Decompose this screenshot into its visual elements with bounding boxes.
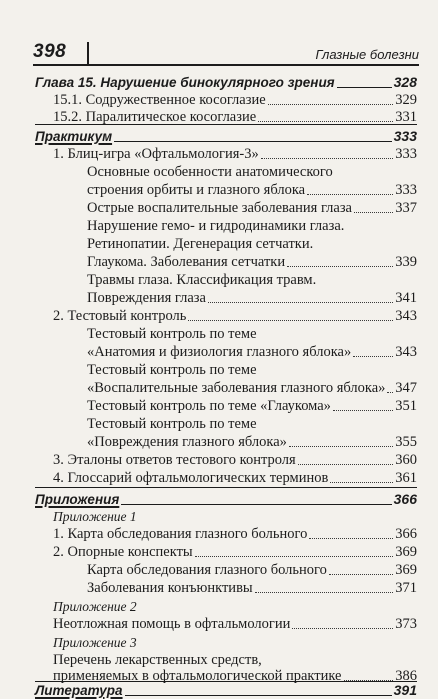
toc-leader	[330, 482, 393, 483]
toc-entry-text: Неотложная помощь в офтальмологии	[53, 616, 291, 632]
toc-entry-page: 366	[395, 526, 417, 542]
toc-entry-text: Тестовый контроль по теме	[87, 416, 257, 432]
toc-entry-line	[35, 233, 417, 253]
toc-leader	[255, 592, 394, 593]
toc-leader	[289, 446, 393, 447]
toc-entry[interactable]	[35, 559, 417, 579]
toc-entry-page: 333	[395, 146, 417, 162]
toc-entry-page: 369	[395, 544, 417, 560]
toc-entry-chapter-15[interactable]	[35, 71, 417, 91]
toc-entry-page: 386	[395, 668, 417, 684]
toc-entry[interactable]	[35, 541, 417, 561]
toc-entry-page: 329	[395, 92, 417, 108]
toc-entry-page: 360	[395, 452, 417, 468]
toc-leader	[287, 266, 393, 267]
toc-leader	[258, 121, 393, 122]
toc-entry-text: Нарушение гемо- и гидродинамики глаза.	[87, 218, 345, 234]
toc-leader	[188, 320, 393, 321]
toc-leader	[114, 141, 392, 142]
toc-entry-page: 361	[395, 470, 417, 486]
toc-entry[interactable]	[35, 106, 417, 126]
toc-entry-page: 371	[395, 580, 417, 596]
toc-entry-text: Перечень лекарственных средств,	[53, 652, 262, 668]
toc-entry-text: Заболевания конъюнктивы	[87, 580, 253, 596]
toc-entry-text: «Повреждения глазного яблока»	[87, 434, 287, 450]
toc-leader	[387, 392, 393, 393]
toc-entry-text: Карта обследования глазного больного	[87, 562, 327, 578]
toc-entry-text: Тестовый контроль по теме «Глаукома»	[87, 398, 331, 414]
toc-entry-text: 4. Глоссарий офтальмологических терминов	[53, 470, 329, 486]
toc-entry-text: 1. Карта обследования глазного больного	[53, 526, 308, 542]
toc-entry-text: Травмы глаза. Классификация травм.	[87, 272, 317, 288]
toc-entry[interactable]	[35, 577, 417, 597]
toc-entry-text: 15.2. Паралитическое косоглазие	[53, 109, 257, 125]
toc-entry-page: 333	[393, 128, 417, 144]
toc-entry-text: Глава 15. Нарушение бинокулярного зрения	[35, 75, 335, 90]
toc-entry-text: Ретинопатии. Дегенерация сетчатки.	[87, 236, 314, 252]
toc-leader	[307, 194, 393, 195]
toc-entry-text: строения орбиты и глазного яблока	[87, 182, 306, 198]
toc-leader	[261, 158, 394, 159]
toc-entry-text: Приложение 3	[53, 635, 137, 650]
toc-entry-text: Приложение 2	[53, 599, 137, 614]
toc-entry[interactable]	[35, 431, 417, 451]
toc-subheading	[35, 595, 417, 615]
header-divider	[87, 42, 89, 64]
toc-entry-page: 366	[393, 491, 417, 507]
toc-entry-text: Литература	[35, 683, 123, 698]
toc-leader	[195, 556, 394, 557]
toc-entry-text: 2. Тестовый контроль	[53, 308, 187, 324]
toc-leader	[337, 87, 392, 88]
toc-entry-page: 343	[395, 344, 417, 360]
toc-entry-page: 331	[395, 109, 417, 125]
toc-leader	[292, 628, 393, 629]
toc-entry-text: 1. Блиц-игра «Офтальмология-3»	[53, 146, 259, 162]
toc-entry-page: 343	[395, 308, 417, 324]
toc-entry[interactable]	[35, 341, 417, 361]
toc-entry-text: Глаукома. Заболевания сетчатки	[87, 254, 286, 270]
toc-entry[interactable]	[35, 197, 417, 217]
toc-entry[interactable]	[35, 613, 417, 633]
toc-entry-page: 333	[395, 182, 417, 198]
toc-entry-text: Основные особенности анатомического	[87, 164, 333, 180]
toc-entry[interactable]	[35, 179, 417, 199]
toc-leader	[298, 464, 394, 465]
toc-entry-page: 391	[393, 682, 417, 698]
toc-entry[interactable]	[35, 467, 417, 487]
toc-entry-text: 3. Эталоны ответов тестового контроля	[53, 452, 296, 468]
toc-entry-text: Тестовый контроль по теме	[87, 362, 257, 378]
toc-entry-line	[35, 269, 417, 289]
running-header	[33, 42, 419, 66]
toc-entry-page: 351	[395, 398, 417, 414]
toc-leader	[268, 104, 394, 105]
toc-entry-text: «Анатомия и физиология глазного яблока»	[87, 344, 352, 360]
toc-entry-text: Острые воспалительные заболевания глаза	[87, 200, 352, 216]
toc-entry-page: 369	[395, 562, 417, 578]
toc-entry-text: Приложение 1	[53, 509, 137, 524]
toc-leader	[333, 410, 393, 411]
toc-leader	[309, 538, 393, 539]
toc-subheading	[35, 631, 417, 651]
toc-entry-page: 341	[395, 290, 417, 306]
toc-entry[interactable]	[35, 305, 417, 325]
toc-entry-line	[35, 359, 417, 379]
book-title: Глазные болезни	[315, 47, 419, 62]
toc-entry-page: 355	[395, 434, 417, 450]
toc-entry-text: Приложения	[35, 492, 120, 507]
toc-entry[interactable]	[35, 251, 417, 271]
toc-entry-text: Повреждения глаза	[87, 290, 206, 306]
toc-entry-text: 15.1. Содружественное косоглазие	[53, 92, 266, 108]
toc-entry[interactable]	[35, 395, 417, 415]
toc-section-praktikum[interactable]	[35, 124, 417, 145]
toc-entry[interactable]	[35, 287, 417, 307]
toc-entry-page: 373	[395, 616, 417, 632]
toc-leader	[353, 356, 393, 357]
toc-entry-line	[35, 649, 417, 669]
toc-entry-page: 328	[393, 74, 417, 90]
toc-entry-text: применяемых в офтальмологической практике	[53, 668, 342, 684]
toc-section-literatura[interactable]	[35, 681, 417, 699]
page-number: 398	[33, 41, 67, 62]
toc-entry[interactable]	[35, 377, 417, 397]
toc-leader	[208, 302, 393, 303]
toc-entry-line	[35, 413, 417, 433]
toc-entry-text: «Воспалительные заболевания глазного яблока»	[87, 380, 386, 396]
toc-entry-line	[35, 161, 417, 181]
toc-leader	[329, 574, 393, 575]
toc-entry[interactable]	[35, 143, 417, 163]
toc-entry-text: 2. Опорные конспекты	[53, 544, 193, 560]
toc-entry-page: 347	[395, 380, 417, 396]
toc-entry[interactable]	[35, 523, 417, 543]
toc-subheading	[35, 505, 417, 525]
toc-entry-text: Практикум	[35, 129, 113, 144]
toc-entry-text: Тестовый контроль по теме	[87, 326, 257, 342]
toc-entry-line	[35, 215, 417, 235]
toc-entry[interactable]	[35, 449, 417, 469]
toc-leader	[354, 212, 393, 213]
toc-entry-page: 337	[395, 200, 417, 216]
toc-leader	[125, 695, 392, 696]
toc-entry-page: 339	[395, 254, 417, 270]
toc-entry-line	[35, 323, 417, 343]
